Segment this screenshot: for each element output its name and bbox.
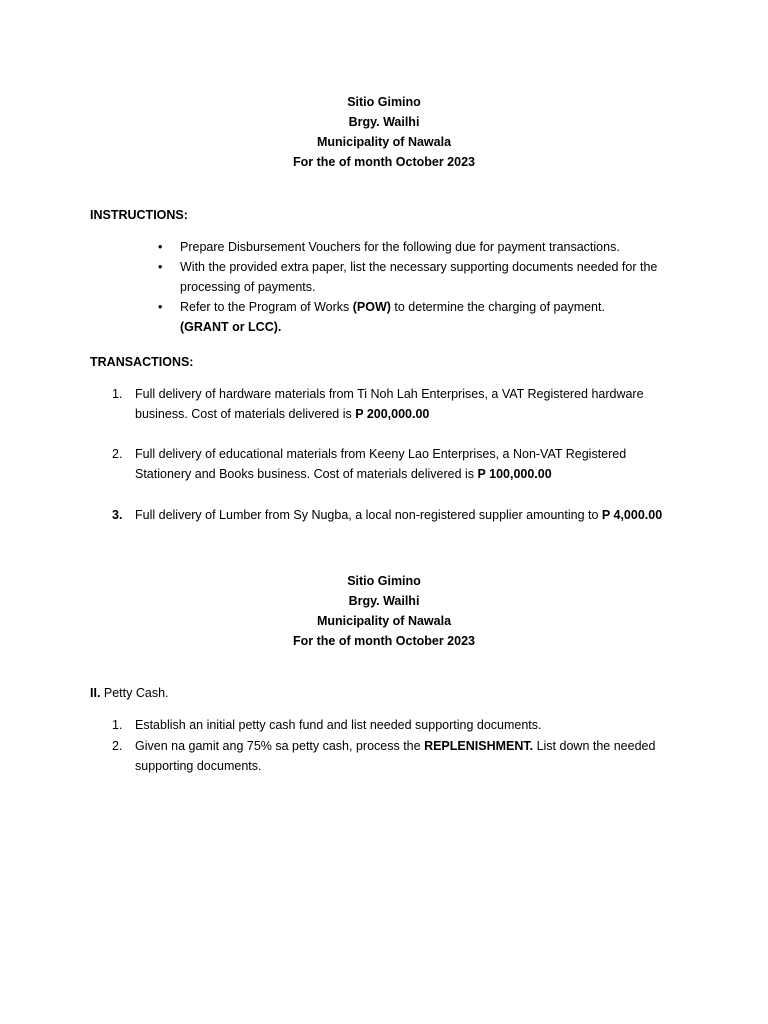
instruction-text: With the provided extra paper, list the necessary supporting documents needed for the processing of payments. xyxy=(180,260,658,294)
bullet-icon: • xyxy=(158,260,163,274)
instruction-item xyxy=(158,297,680,337)
transaction-text: Full delivery of Lumber from Sy Nugba, a local non-registered supplier amounting to xyxy=(135,508,602,522)
item-number: 1. xyxy=(112,718,123,732)
header-municipality: Municipality of Nawala xyxy=(316,614,452,628)
instructions-list xyxy=(158,237,680,337)
transactions-heading: TRANSACTIONS: xyxy=(90,355,194,369)
instruction-pow: (POW) xyxy=(352,300,391,314)
item-number: 3. xyxy=(112,508,123,522)
petty-cash-text: Establish an initial petty cash fund and list needed supporting documents. xyxy=(135,718,542,732)
header-period: For the of month October 2023 xyxy=(293,634,475,648)
header-period: For the of month October 2023 xyxy=(293,155,475,169)
transaction-amount: P 100,000.00 xyxy=(477,467,552,481)
bullet-icon: • xyxy=(158,240,163,254)
instruction-text: Prepare Disbursement Vouchers for the following due for payment transactions. xyxy=(180,240,620,254)
petty-cash-text-cont: List down the needed supporting documents. xyxy=(135,739,656,773)
petty-cash-heading xyxy=(90,683,169,703)
document-header-2 xyxy=(0,571,768,651)
transaction-item xyxy=(112,505,675,525)
petty-cash-label: Petty Cash. xyxy=(100,686,169,700)
header-sitio: Sitio Gimino xyxy=(347,95,421,109)
header-sitio: Sitio Gimino xyxy=(347,574,421,588)
instructions-heading: INSTRUCTIONS: xyxy=(90,208,188,222)
petty-cash-item xyxy=(112,736,675,776)
section-roman-numeral: II. xyxy=(90,686,101,700)
petty-cash-item xyxy=(112,715,675,735)
petty-cash-text: Given na gamit ang 75% sa petty cash, process the xyxy=(135,739,425,753)
item-number: 2. xyxy=(112,739,123,753)
transaction-amount: P 4,000.00 xyxy=(601,508,663,522)
instruction-text: Refer to the Program of Works xyxy=(180,300,353,314)
transaction-amount: P 200,000.00 xyxy=(355,407,430,421)
item-number: 1. xyxy=(112,387,123,401)
transaction-text: Full delivery of hardware materials from Ti Noh Lah Enterprises, a VAT Registered hardware business. Cost of materials delivered is xyxy=(135,387,644,421)
document-header-1 xyxy=(0,92,768,172)
replenishment-keyword: REPLENISHMENT. xyxy=(424,739,534,753)
instruction-item xyxy=(158,257,680,297)
bullet-icon: • xyxy=(158,300,163,314)
instruction-text-cont: to determine the charging of payment. xyxy=(390,300,605,314)
header-municipality: Municipality of Nawala xyxy=(316,135,452,149)
transaction-item xyxy=(112,384,675,424)
header-barangay: Brgy. Wailhi xyxy=(348,594,420,608)
transaction-text: Full delivery of educational materials from Keeny Lao Enterprises, a Non-VAT Registered Stationery and Books business. Cost of materials delivered is xyxy=(135,447,627,481)
item-number: 2. xyxy=(112,447,123,461)
instruction-item xyxy=(158,237,680,257)
header-barangay: Brgy. Wailhi xyxy=(348,115,420,129)
transaction-item xyxy=(112,444,675,484)
instruction-charging: (GRANT or LCC). xyxy=(180,320,282,334)
